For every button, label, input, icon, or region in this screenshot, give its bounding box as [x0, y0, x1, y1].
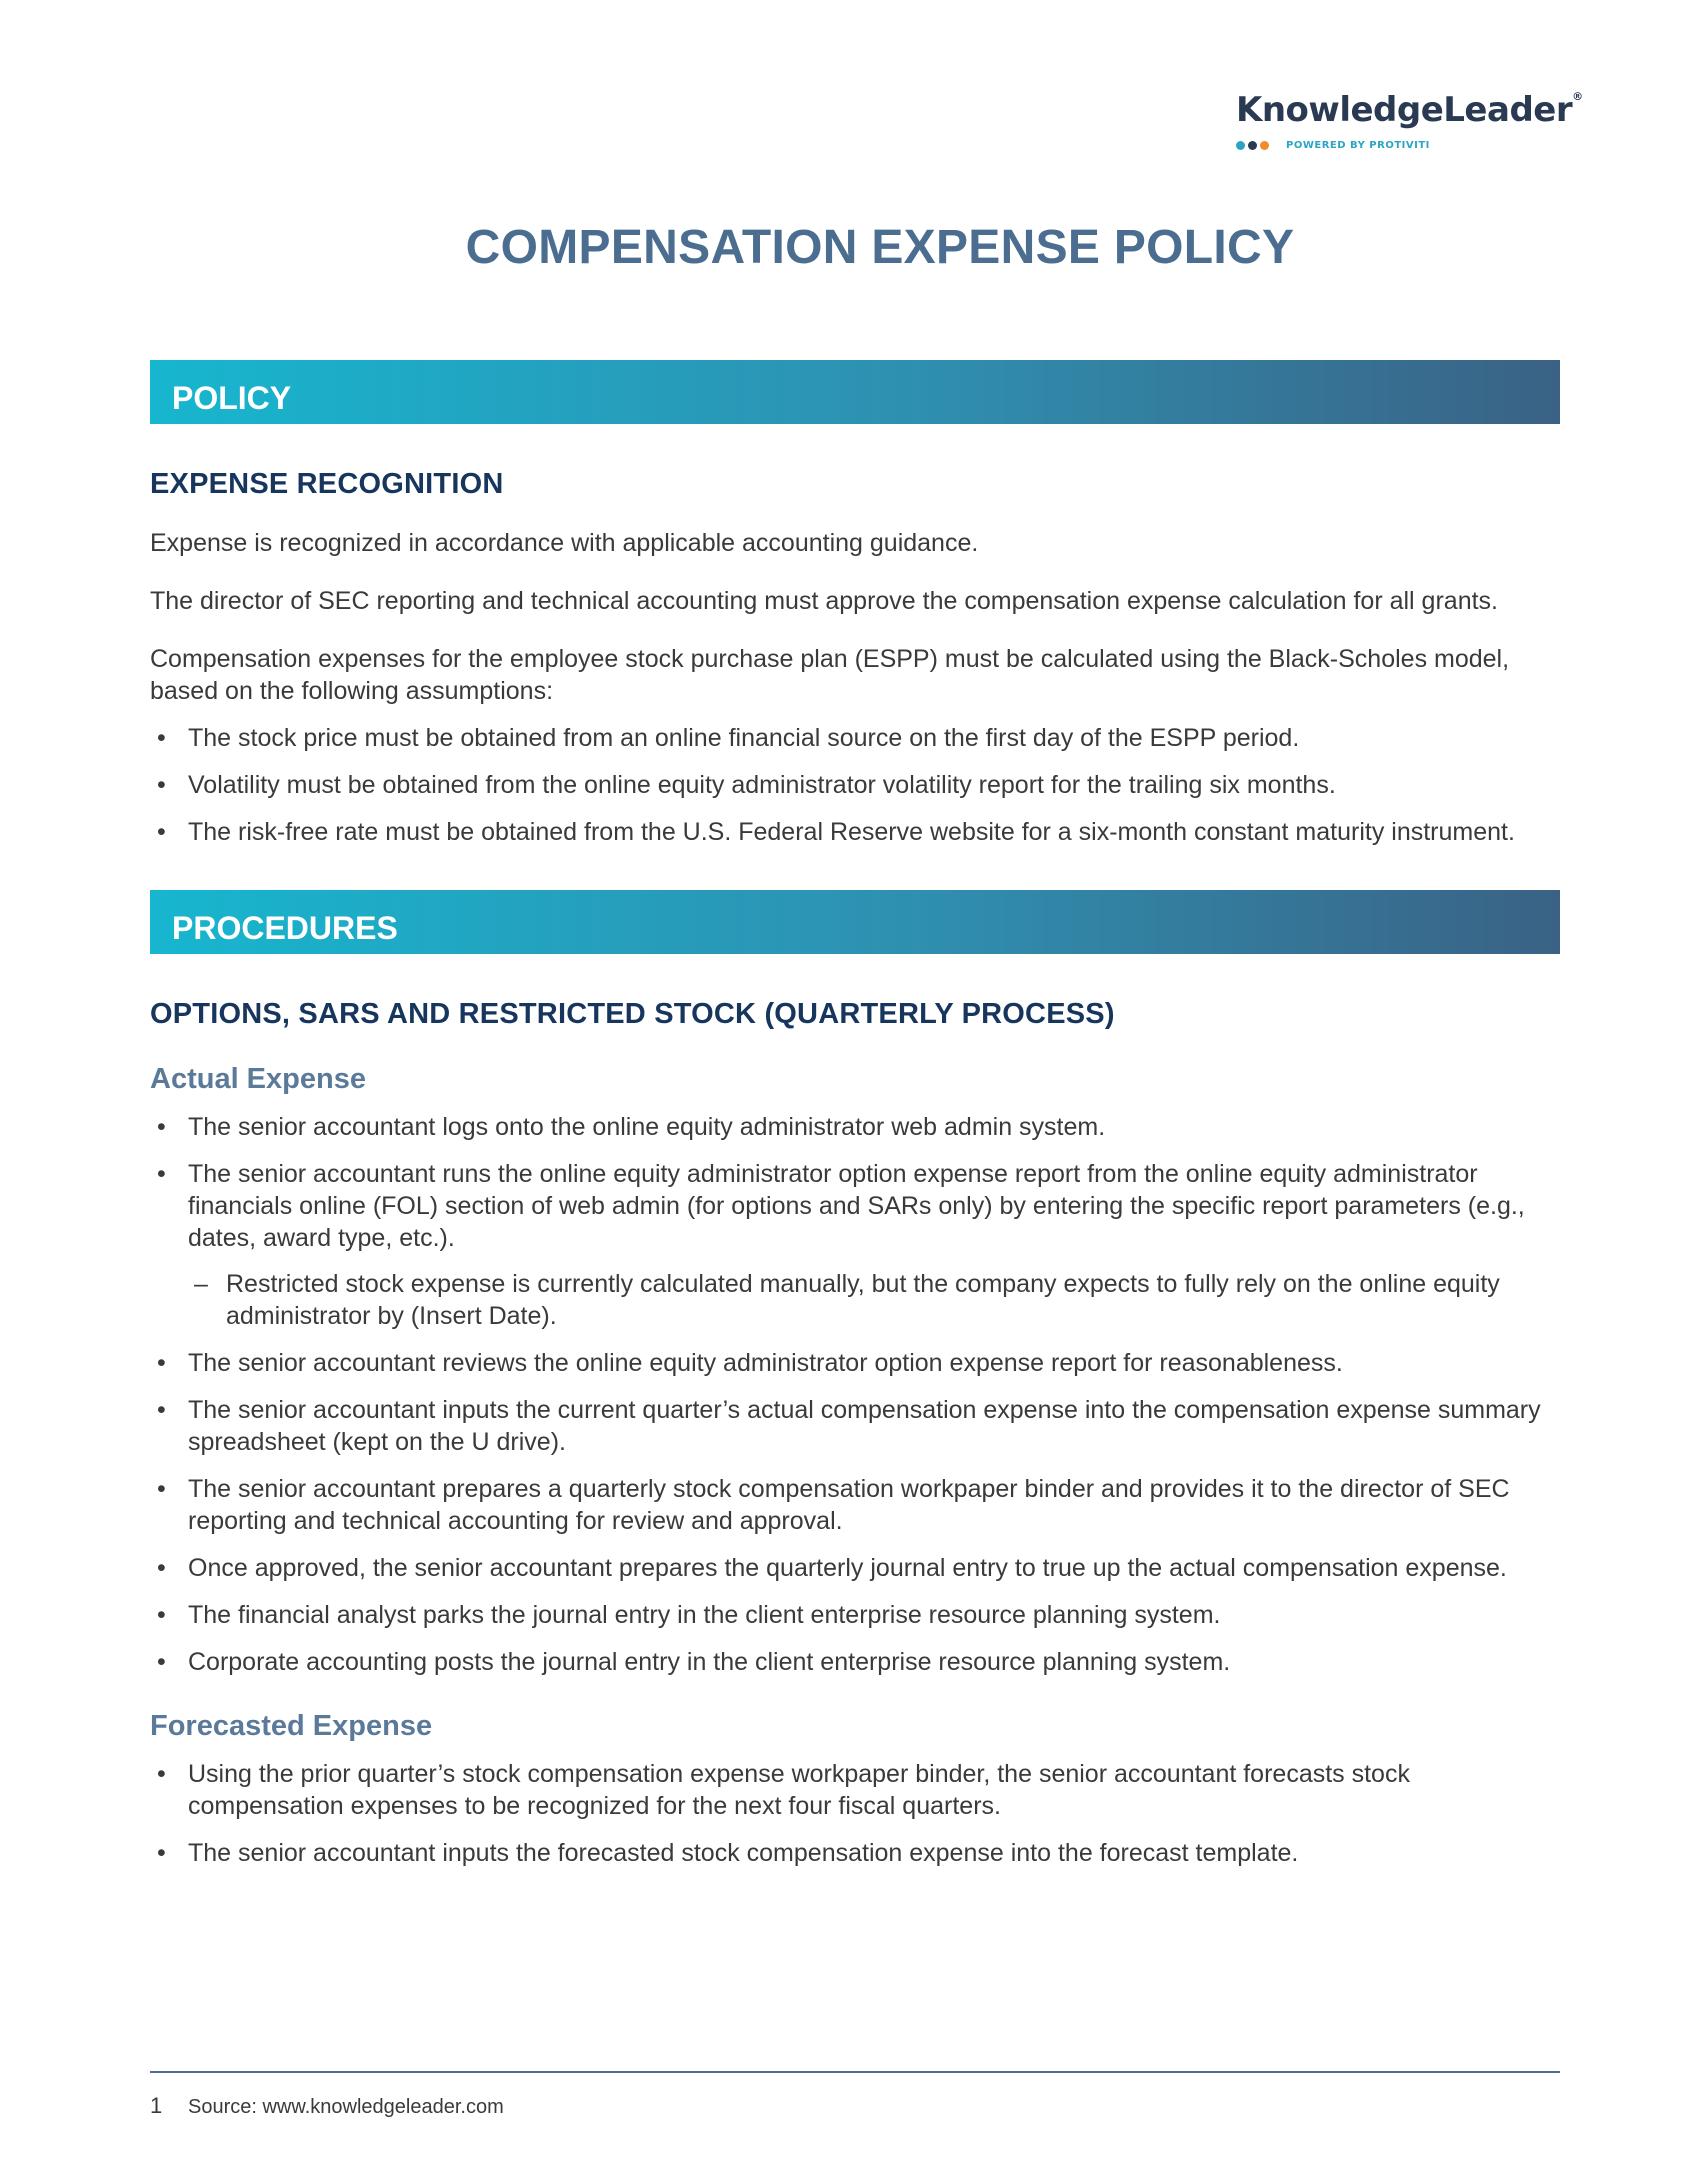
- registered-mark: ®: [1572, 90, 1583, 103]
- list-item: • Corporate accounting posts the journal entry in the client enterprise resource planning system.: [150, 1646, 1560, 1678]
- footer: [150, 2093, 504, 2119]
- footer-rule: [150, 2071, 1560, 2073]
- list-item: • Using the prior quarter’s stock compensation expense workpaper binder, the senior accountant forecasts stock compensation expenses to be recognized for the next four fiscal quarters.: [150, 1758, 1560, 1822]
- list-item: • Volatility must be obtained from the online equity administrator volatility report for the trailing six months.: [150, 769, 1560, 801]
- heading-expense-recognition: EXPENSE RECOGNITION: [150, 468, 504, 500]
- document-body: [150, 360, 1560, 1869]
- actual-expense-list: [150, 1111, 1560, 1678]
- assumptions-list: [150, 722, 1560, 848]
- knowledgeleader-logo: [1236, 90, 1583, 151]
- list-item: • The senior accountant inputs the forecasted stock compensation expense into the forecast template.: [150, 1837, 1560, 1869]
- list-item: • The senior accountant prepares a quarterly stock compensation workpaper binder and provides it to the director of SEC reporting and technical accounting for review and approval.: [150, 1473, 1560, 1537]
- footer-source: Source: www.knowledgeleader.com: [188, 2096, 504, 2118]
- forecasted-expense-list: [150, 1758, 1560, 1869]
- list-item-text: The senior accountant runs the online equity administrator option expense report from the online equity administrator financials online (FOL) section of web admin (for options and SARs only) by entering the specific report parameters (e.g., dates, award type, etc.).: [188, 1160, 1525, 1252]
- page-number: 1: [150, 2093, 163, 2118]
- list-item: • Once approved, the senior accountant prepares the quarterly journal entry to true up the actual compensation expense.: [150, 1552, 1560, 1584]
- paragraph: Compensation expenses for the employee stock purchase plan (ESPP) must be calculated using the Black-Scholes model, based on the following assumptions:: [150, 645, 1510, 705]
- list-item: • The financial analyst parks the journal entry in the client enterprise resource planning system.: [150, 1599, 1560, 1631]
- list-item: • The senior accountant inputs the current quarter’s actual compensation expense into the compensation expense summary spreadsheet (kept on the U drive).: [150, 1394, 1560, 1458]
- heading-options-sars: OPTIONS, SARS AND RESTRICTED STOCK (QUARTERLY PROCESS): [150, 998, 1115, 1030]
- logo-tagline-row: [1236, 140, 1556, 151]
- logo-dot-icon: [1236, 141, 1245, 150]
- logo-tagline: POWERED BY PROTIVITI: [1286, 140, 1430, 151]
- list-item: • The senior accountant reviews the online equity administrator option expense report for reasonableness.: [150, 1347, 1560, 1379]
- logo-dot-icon: [1248, 141, 1257, 150]
- document-title: COMPENSATION EXPENSE POLICY: [465, 221, 1295, 274]
- section-band-procedures: PROCEDURES: [150, 890, 1560, 954]
- logo-wordmark: KnowledgeLeader: [1236, 90, 1573, 130]
- logo-dot-icon: [1260, 141, 1269, 150]
- section-band-policy: POLICY: [150, 360, 1560, 424]
- sub-list-item: – Restricted stock expense is currently calculated manually, but the company expects to fully rely on the online equity administrator by (Insert Date).: [188, 1268, 1560, 1332]
- heading-forecasted-expense: Forecasted Expense: [150, 1710, 433, 1742]
- list-item: • The senior accountant logs onto the online equity administrator web admin system.: [150, 1111, 1560, 1143]
- list-item: • The stock price must be obtained from an online financial source on the first day of the ESPP period.: [150, 722, 1560, 754]
- paragraph: The director of SEC reporting and technical accounting must approve the compensation expense calculation for all grants.: [150, 587, 1498, 615]
- paragraph: Expense is recognized in accordance with applicable accounting guidance.: [150, 529, 979, 557]
- list-item: • The risk-free rate must be obtained from the U.S. Federal Reserve website for a six-month constant maturity instrument.: [150, 816, 1560, 848]
- list-item: [150, 1158, 1560, 1332]
- heading-actual-expense: Actual Expense: [150, 1063, 366, 1095]
- sub-list: [188, 1268, 1560, 1332]
